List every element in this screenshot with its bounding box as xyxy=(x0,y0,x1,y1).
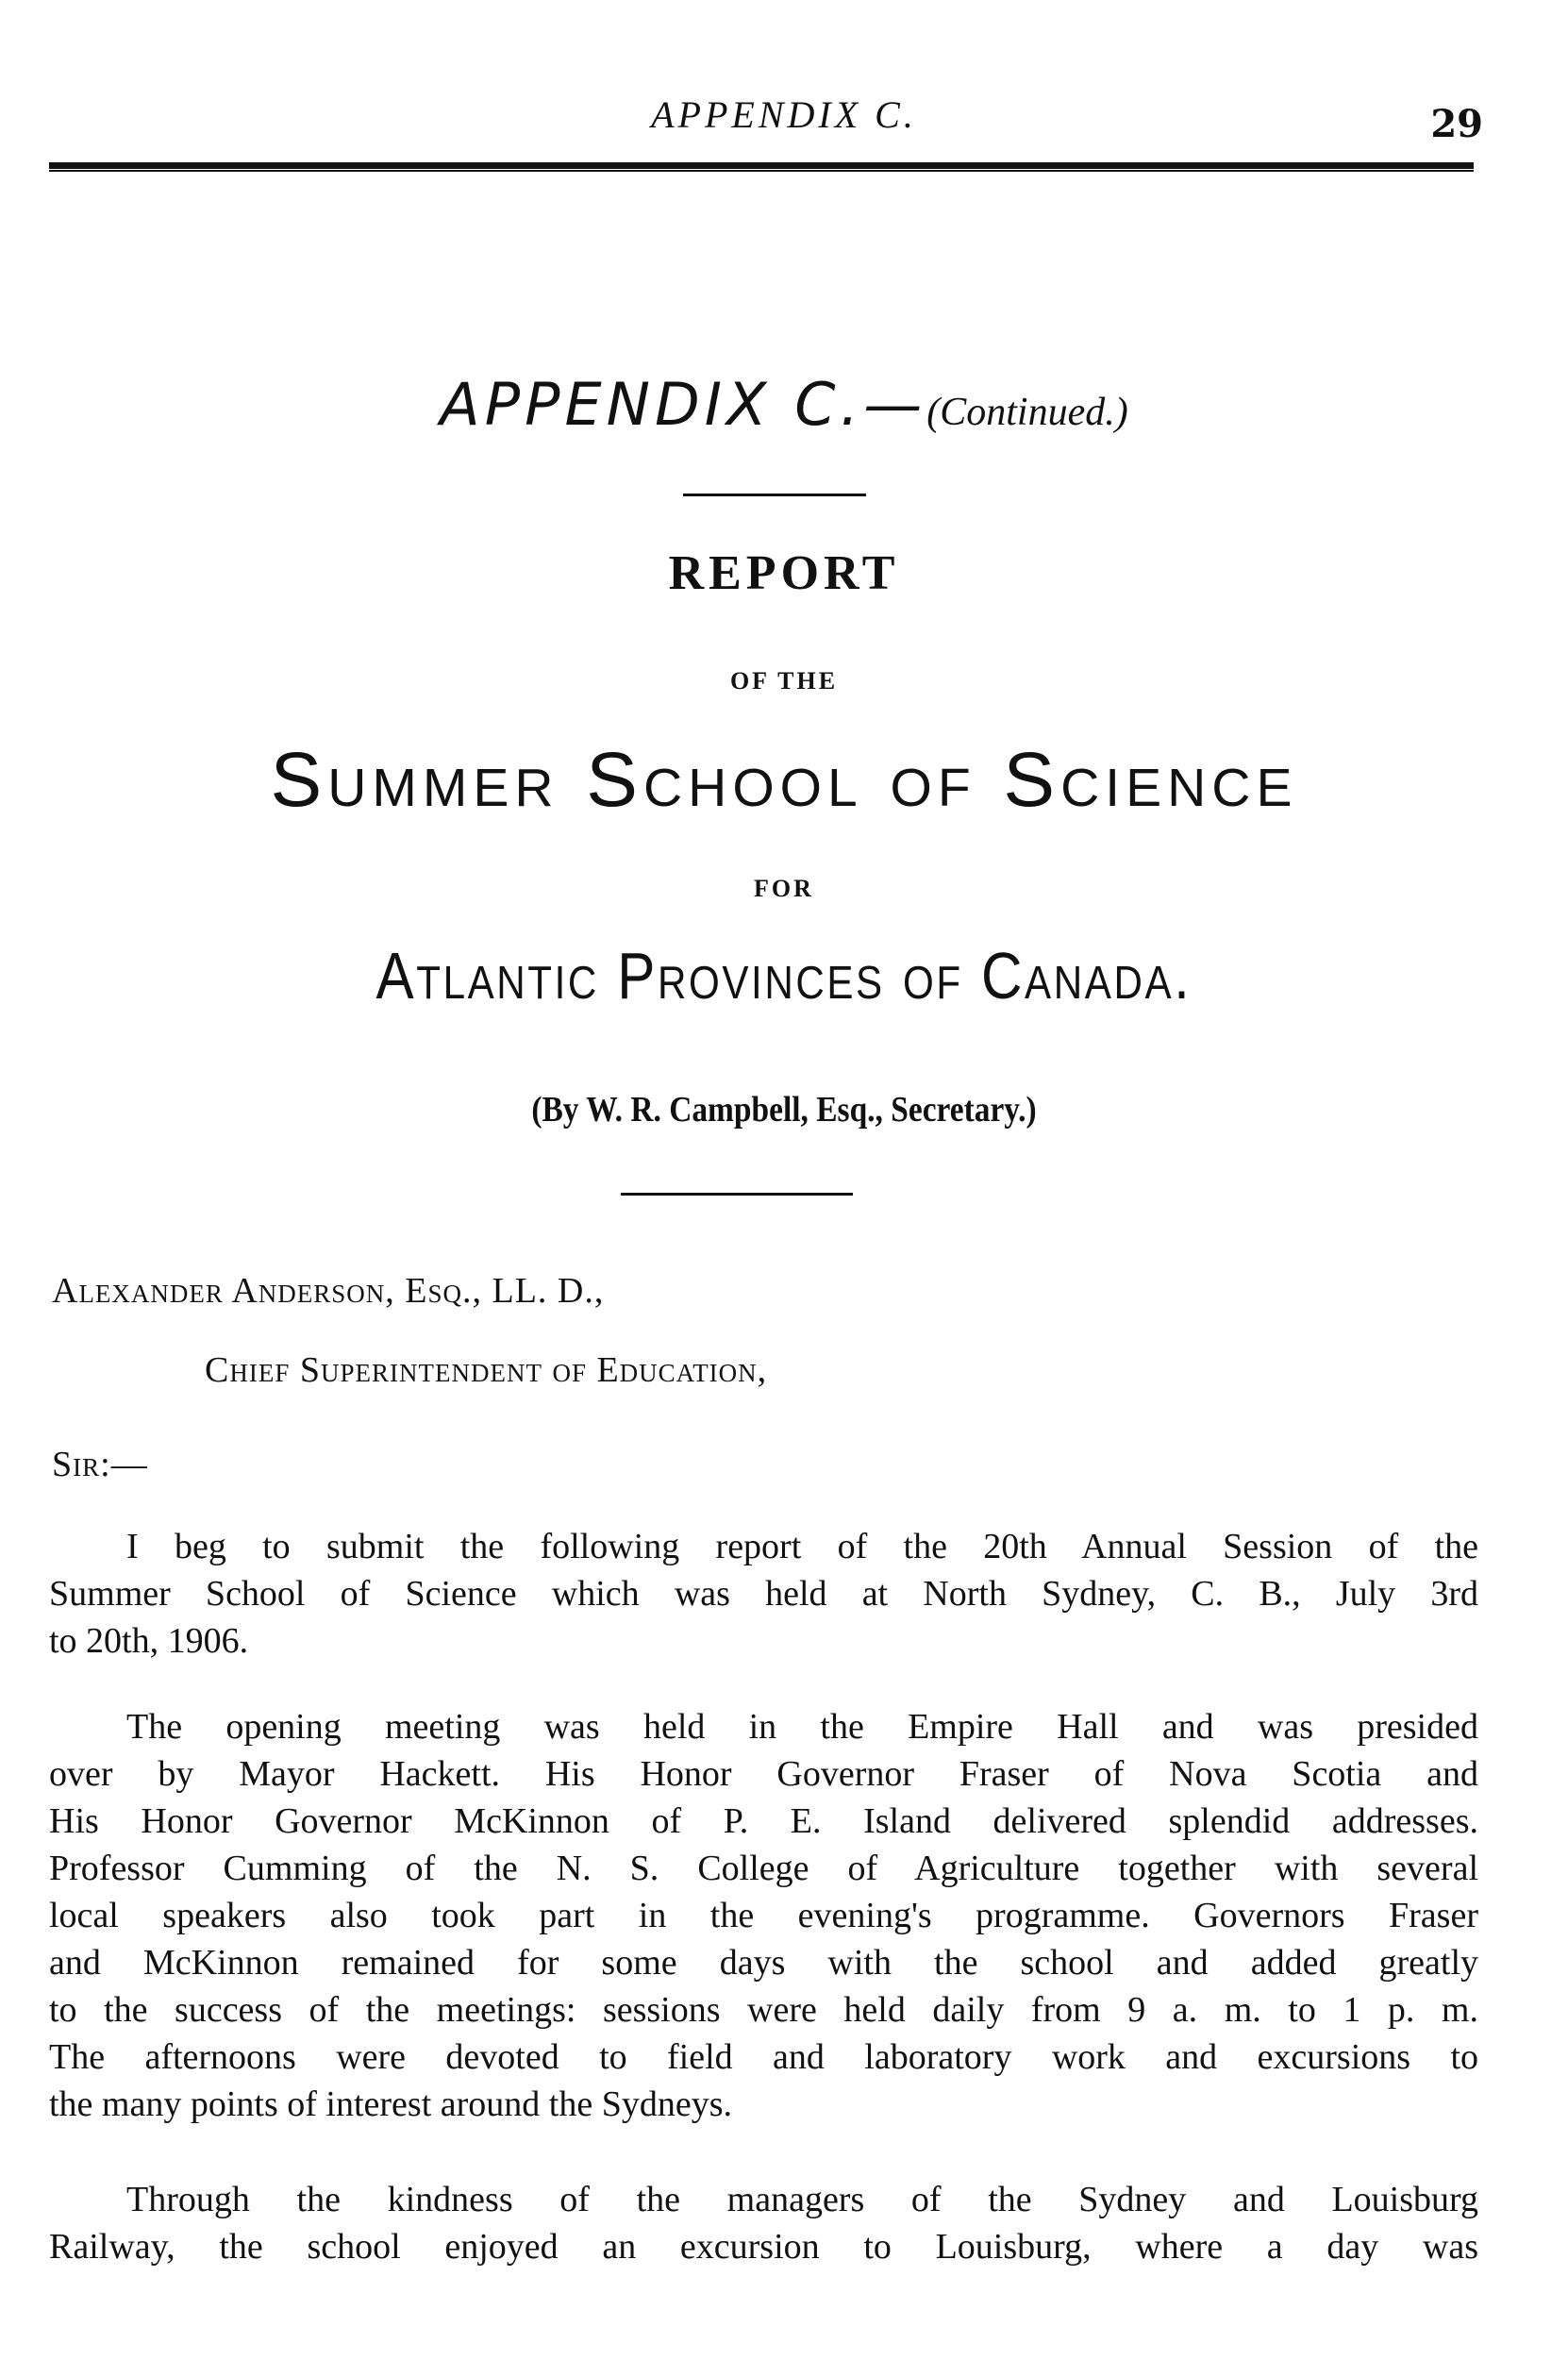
school-title: Summer School of Science xyxy=(270,737,1298,823)
addressee-title: Chief Superintendent of Education, xyxy=(205,1350,768,1390)
divider-rule xyxy=(683,494,866,496)
paragraph-line: Professor Cumming of the N. S. College of Agriculture together with several xyxy=(49,1849,1478,1888)
paragraph-line: The afternoons were devoted to field and laboratory work and excursions to xyxy=(49,2037,1478,2077)
paragraph-line: and McKinnon remained for some days with the school and added greatly xyxy=(49,1943,1478,1983)
paragraph-line: the many points of interest around the Sydneys. xyxy=(49,2084,732,2124)
addressee-line: Alexander Anderson, Esq., LL. D., xyxy=(52,1271,605,1311)
author-byline: (By W. R. Campbell, Esq., Secretary.) xyxy=(531,1090,1037,1130)
paragraph-line: to 20th, 1906. xyxy=(49,1621,249,1661)
paragraph-line: over by Mayor Hackett. His Honor Governor Fraser of Nova Scotia and xyxy=(49,1754,1478,1794)
paragraph-line: Railway, the school enjoyed an excursion to Louisburg, where a day was xyxy=(49,2227,1478,2267)
paragraph xyxy=(49,1703,1478,2128)
paragraph-line: The opening meeting was held in the Empire Hall and was presided xyxy=(126,1707,1478,1747)
paragraph-line: Through the kindness of the managers of the Sydney and Louisburg xyxy=(126,2180,1478,2219)
report-heading: REPORT xyxy=(668,546,900,600)
paragraph-line: I beg to submit the following report of the 20th Annual Session of the xyxy=(126,1527,1478,1566)
continued-label: (Continued.) xyxy=(926,391,1128,434)
of-the-label: OF THE xyxy=(729,667,839,695)
running-header-title: APPENDIX C. xyxy=(651,93,917,136)
paragraph-line: to the success of the meetings: sessions were held daily from 9 a. m. to 1 p. m. xyxy=(49,1990,1478,2030)
provinces-title: Atlantic Provinces of Canada. xyxy=(375,939,1193,1013)
divider-rule xyxy=(621,1193,853,1196)
paragraph-line: local speakers also took part in the evening's programme. Governors Fraser xyxy=(49,1896,1478,1935)
for-label: FOR xyxy=(754,875,814,902)
greeting: Sir:— xyxy=(52,1445,148,1484)
page-number: 29 xyxy=(1430,102,1483,146)
paragraph-line: His Honor Governor McKinnon of P. E. Island delivered splendid addresses. xyxy=(49,1801,1478,1841)
appendix-label: APPENDIX C.— xyxy=(440,370,927,439)
header-rule xyxy=(49,162,1474,172)
paragraph xyxy=(49,2176,1478,2270)
appendix-heading xyxy=(0,370,1568,439)
paragraph-line: Summer School of Science which was held at North Sydney, C. B., July 3rd xyxy=(49,1574,1478,1614)
paragraph xyxy=(49,1523,1478,1665)
